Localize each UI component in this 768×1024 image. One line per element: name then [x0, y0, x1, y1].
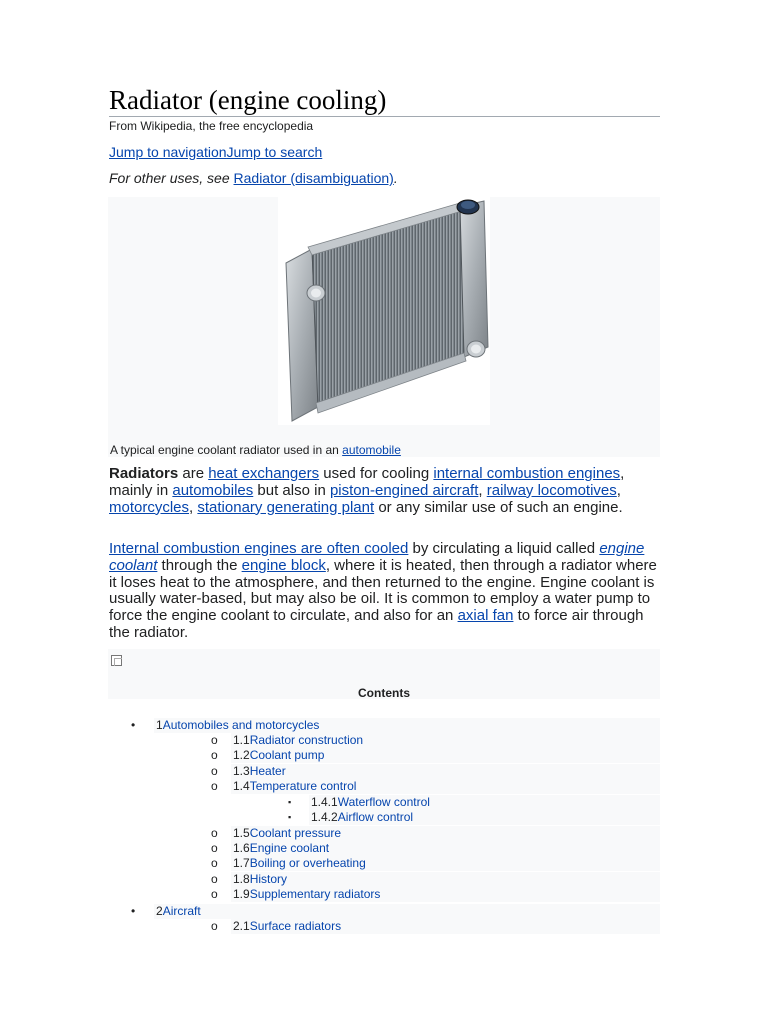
jump-to-navigation-link[interactable]: Jump to navigation	[109, 144, 227, 160]
piston-engined-aircraft-link[interactable]: piston-engined aircraft	[329, 481, 479, 499]
engine-block-link[interactable]: engine block	[241, 556, 326, 574]
toc-link[interactable]: Temperature control	[249, 779, 357, 793]
text: through the	[157, 556, 242, 574]
toc-link[interactable]: Surface radiators	[249, 919, 342, 933]
text: by circulating a liquid called	[408, 540, 600, 557]
toc-item[interactable]	[231, 856, 660, 871]
hatnote	[109, 170, 398, 186]
text: to force air through the radiator.	[109, 607, 644, 641]
text: but also in	[253, 481, 330, 499]
toc-link[interactable]: Radiator construction	[249, 733, 364, 747]
toc-bullet: o	[211, 856, 218, 870]
radiator-photo-icon	[278, 197, 490, 425]
toc-link[interactable]: Airflow control	[337, 810, 414, 824]
toc-bullet: o	[211, 872, 218, 886]
toc-bullet: o	[211, 779, 218, 793]
toc-bullet: o	[211, 841, 218, 855]
toc-bullet: o	[211, 733, 218, 747]
toc-link[interactable]: Coolant pump	[249, 748, 325, 762]
toc-title: Contents	[358, 686, 410, 700]
toc-link[interactable]: History	[249, 872, 288, 886]
toc-item[interactable]	[231, 826, 660, 841]
toc-number: 1	[156, 718, 163, 732]
railway-locomotives-link[interactable]: railway locomotives	[486, 481, 617, 499]
toc-link[interactable]: Boiling or overheating	[249, 856, 366, 870]
toc-item[interactable]	[309, 795, 660, 810]
caption-text: A typical engine coolant radiator used in an	[110, 443, 343, 457]
toc-link[interactable]: Coolant pressure	[249, 826, 342, 840]
toc-number: 1.1	[233, 733, 250, 747]
text: , where it is heated, then through a radiator where it loses heat to the atmosphere, and then returned to the engine. Engine coolant is usually water-based, but may also be oil. It is common to employ a water pump to force the engine coolant to circulate, and also for an	[109, 556, 657, 625]
toc-link[interactable]: Automobiles and motorcycles	[162, 718, 320, 732]
toc-item[interactable]	[231, 748, 660, 763]
text: used for cooling	[319, 465, 434, 482]
disambiguation-link[interactable]: Radiator (disambiguation)	[233, 170, 394, 186]
toc-bullet: •	[131, 904, 136, 918]
text: are	[178, 465, 209, 482]
toc-item[interactable]	[154, 718, 660, 733]
toc-number: 1.3	[233, 764, 250, 778]
text: ,	[189, 498, 198, 516]
axial-fan-link[interactable]: axial fan	[457, 607, 514, 625]
image-caption	[110, 443, 401, 457]
intro-paragraph	[109, 466, 660, 516]
automobiles-link[interactable]: automobiles	[172, 481, 254, 499]
toc-number: 1.5	[233, 826, 250, 840]
hatnote-prefix: For other uses, see	[109, 170, 234, 186]
toc-number: 1.7	[233, 856, 250, 870]
internal-combustion-engines-link[interactable]: internal combustion engines	[433, 465, 621, 482]
heat-exchangers-link[interactable]: heat exchangers	[208, 465, 320, 482]
thumbnail-figure	[108, 197, 660, 457]
toc-number: 1.9	[233, 887, 250, 901]
toc-item[interactable]	[231, 764, 660, 779]
toc-link[interactable]: Engine coolant	[249, 841, 330, 855]
toc-toggle-checkbox[interactable]	[111, 655, 122, 666]
toc-item[interactable]	[231, 919, 660, 934]
toc-number: 1.2	[233, 748, 250, 762]
toc-number: 2.1	[233, 919, 250, 933]
toc-number: 1.4	[233, 779, 250, 793]
text: ,	[478, 481, 487, 499]
toc-bullet: o	[211, 748, 218, 762]
caption-automobile-link[interactable]: automobile	[342, 443, 401, 457]
stationary-generating-plant-link[interactable]: stationary generating plant	[197, 498, 375, 516]
text: or any similar use of such an engine.	[374, 498, 623, 516]
toc-bullet: o	[211, 826, 218, 840]
toc-bullet: o	[211, 887, 218, 901]
toc-bullet: o	[211, 764, 218, 778]
toc-number: 1.8	[233, 872, 250, 886]
toc-bullet: ▪	[288, 812, 292, 822]
toc-item[interactable]	[231, 887, 660, 902]
toc-link[interactable]: Supplementary radiators	[249, 887, 381, 901]
toc-item[interactable]	[231, 779, 660, 794]
text: , mainly in	[109, 465, 625, 499]
engine-coolant-link[interactable]: engine coolant	[109, 540, 645, 574]
toc-bullet: ▪	[288, 797, 292, 807]
toc-number: 1.4.2	[311, 810, 338, 824]
engines-often-cooled-link[interactable]: Internal combustion engines are often cooled	[109, 540, 409, 557]
toc-item[interactable]	[231, 872, 660, 887]
toc-link[interactable]: Aircraft	[162, 904, 201, 918]
motorcycles-link[interactable]: motorcycles	[109, 498, 190, 516]
tagline: From Wikipedia, the free encyclopedia	[109, 119, 314, 133]
toc-number: 1.4.1	[311, 795, 338, 809]
toc-item[interactable]	[309, 810, 660, 825]
page-title: Radiator (engine cooling)	[109, 84, 660, 117]
second-paragraph	[109, 541, 660, 642]
jump-to-search-link[interactable]: Jump to search	[226, 144, 323, 160]
toc-link[interactable]: Heater	[249, 764, 286, 778]
text: ,	[616, 481, 621, 499]
jump-links	[109, 144, 322, 160]
toc-item[interactable]	[231, 733, 660, 748]
toc-item[interactable]	[154, 904, 660, 919]
toc-link[interactable]: Waterflow control	[337, 795, 430, 809]
toc-number: 1.6	[233, 841, 250, 855]
toc-number: 2	[156, 904, 163, 918]
radiator-image[interactable]	[278, 197, 490, 425]
hatnote-suffix: .	[393, 170, 398, 186]
toc-header	[108, 649, 660, 699]
toc-bullet: •	[131, 718, 136, 732]
toc-bullet: o	[211, 919, 218, 933]
bold-term: Radiators	[109, 465, 179, 482]
toc-item[interactable]	[231, 841, 660, 856]
